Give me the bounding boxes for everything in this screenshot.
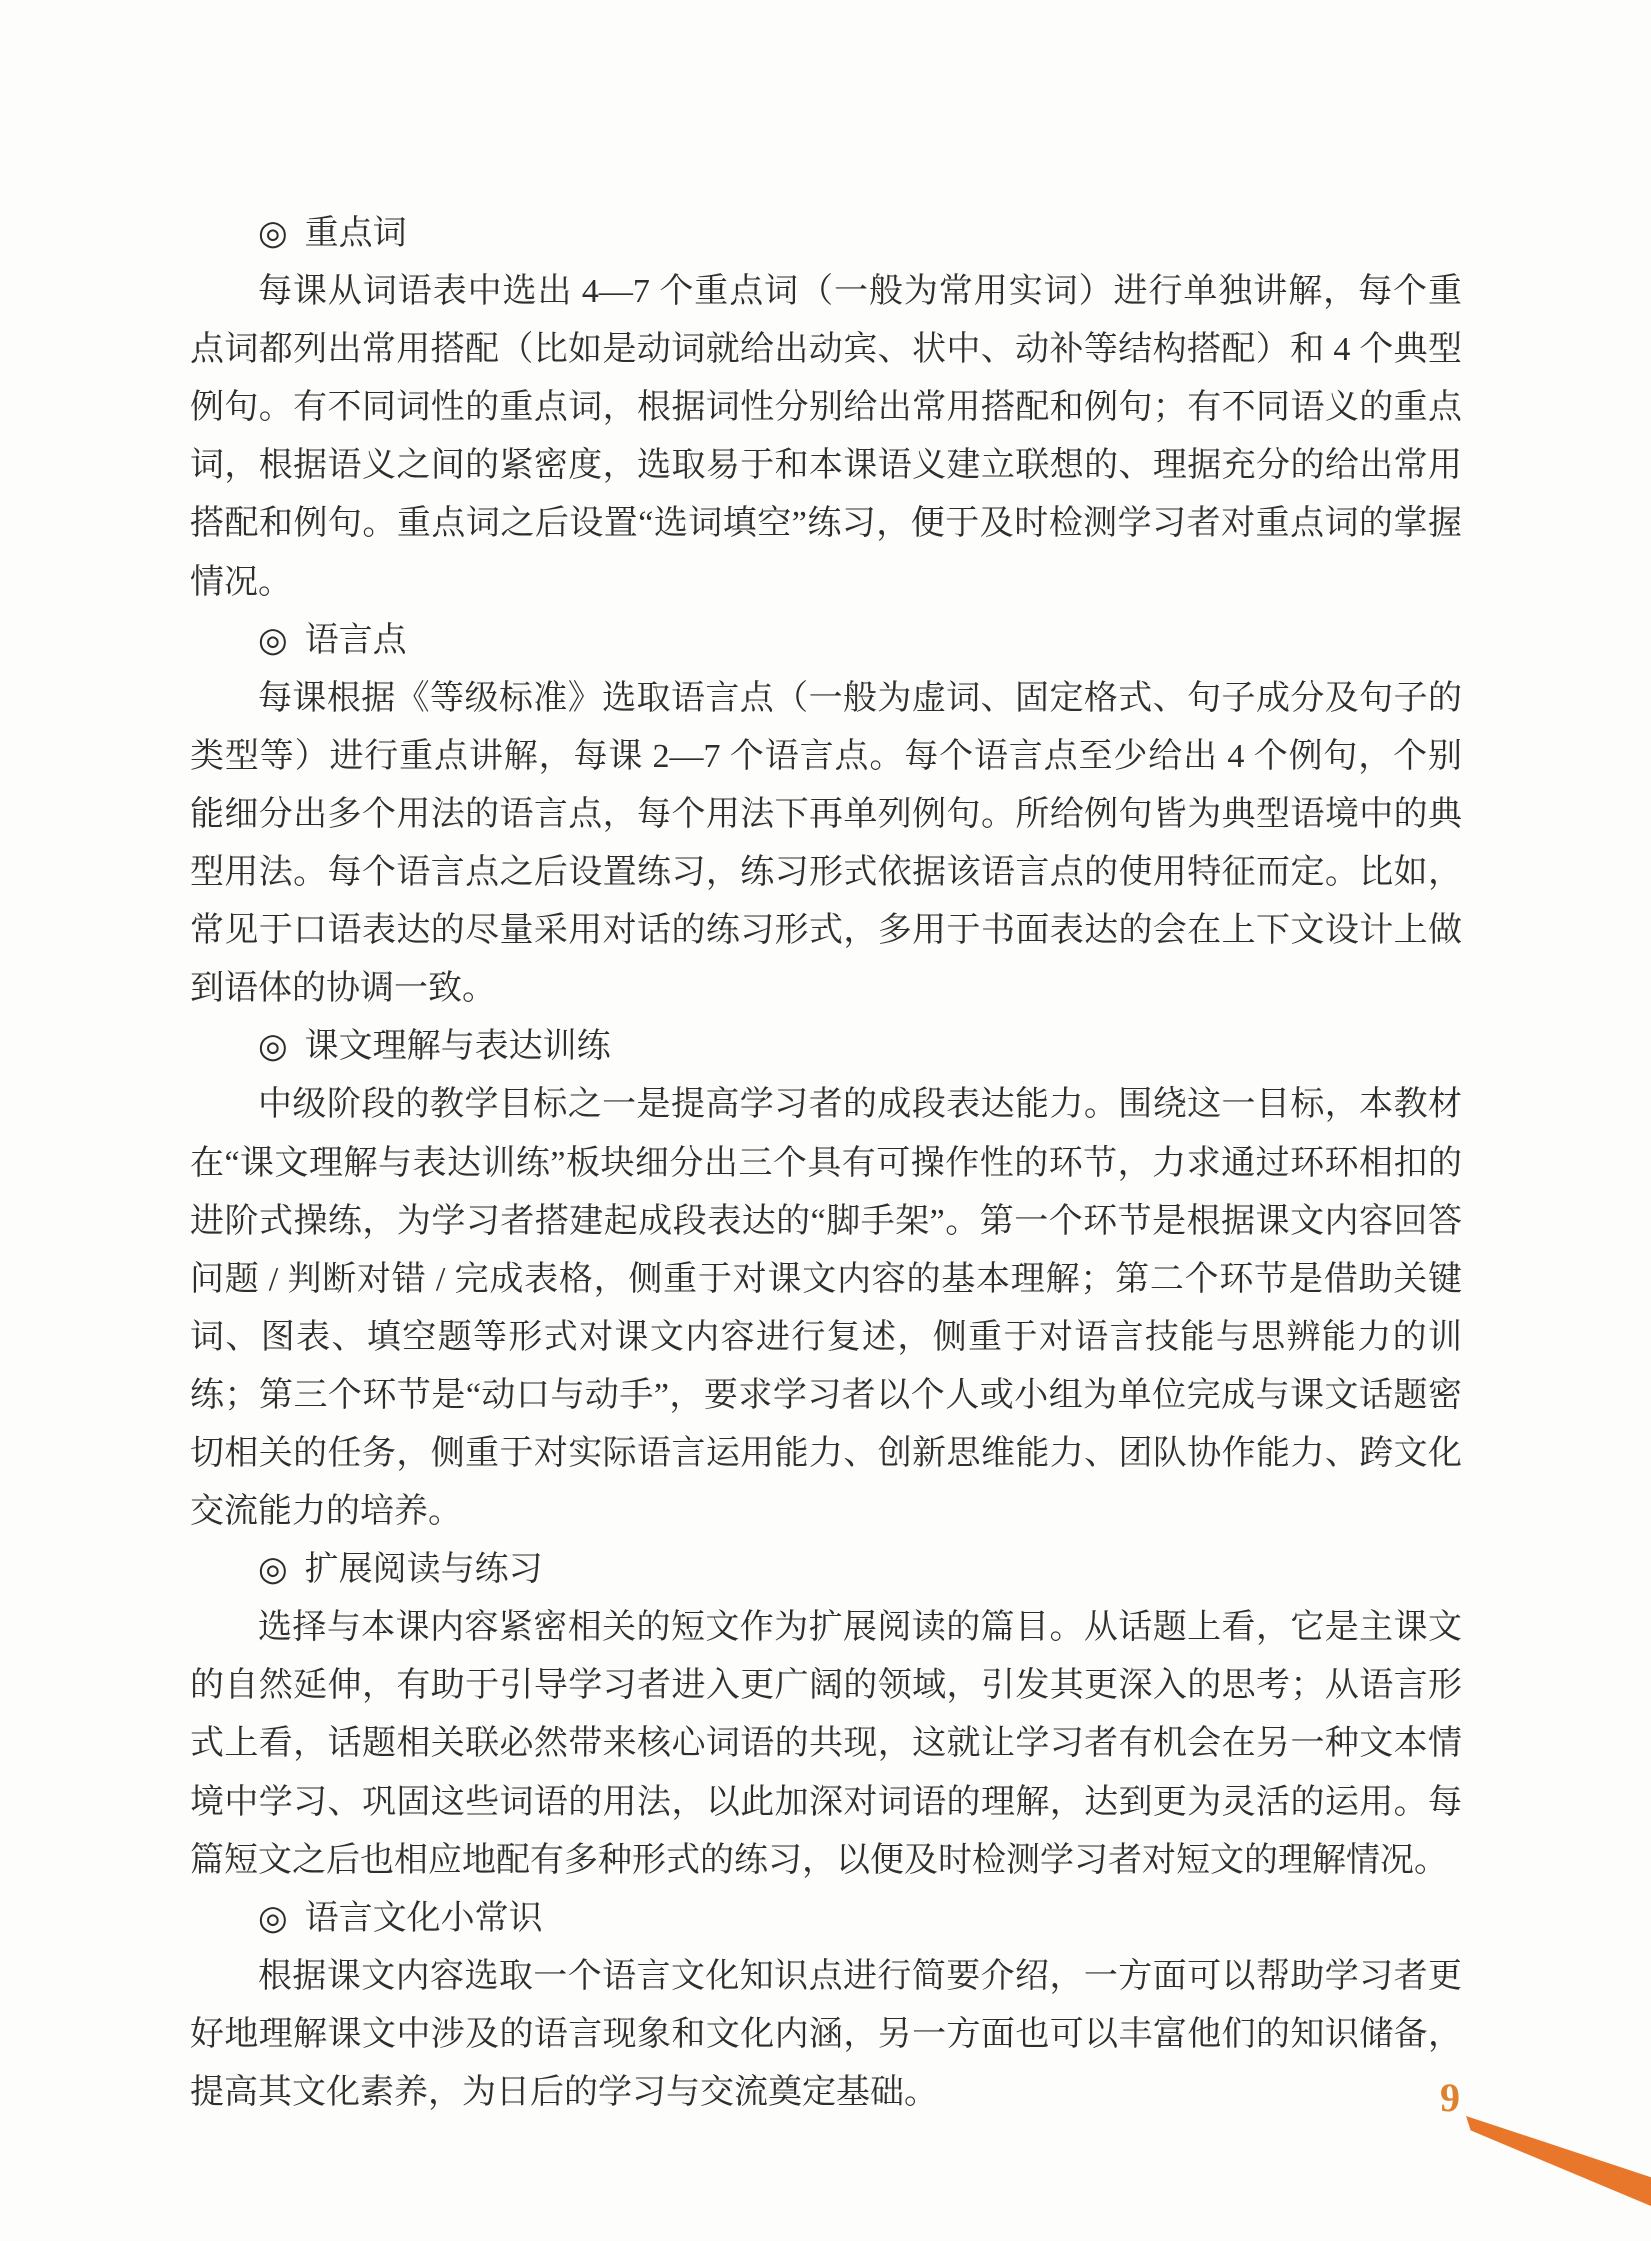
- section-title: 课文理解与表达训练: [304, 1028, 611, 1066]
- section-title: 扩展阅读与练习: [304, 1551, 543, 1589]
- paragraph: 中级阶段的教学目标之一是提高学习者的成段表达能力。围绕这一目标，本教材在“课文理解与表达训练”板块细分出三个具有可操作性的环节，力求通过环环相扣的进阶式操练，为学习者搭建起成段表达的“脚手架”。第一个环节是根据课文内容回答问题 / 判断对错 / 完成表格，侧重于对课文内容的基本理解；第二个环节是借助关键词、图表、填空题等形式对课文内容进行复述，侧重于对语言技能与思辨能力的训练；第三个环节是“动口与动手”，要求学习者以个人或小组为单位完成与课文话题密切相关的任务，侧重于对实际语言运用能力、创新思维能力、团队协作能力、跨文化交流能力的培养。: [190, 1086, 1462, 1531]
- section-header-keywords: [190, 205, 1462, 263]
- section-title: 语言点: [304, 621, 407, 659]
- section-header-comprehension-expression: [190, 1018, 1462, 1076]
- section-bullet-icon: ◎: [258, 215, 288, 252]
- section-header-language-culture-tips: [190, 1890, 1462, 1948]
- section-bullet-icon: ◎: [258, 621, 288, 659]
- page-content: [190, 205, 1462, 2122]
- paragraph: 每课根据《等级标准》选取语言点（一般为虚词、固定格式、句子成分及句子的类型等）进行重点讲解，每课 2—7 个语言点。每个语言点至少给出 4 个例句，个别能细分出多个用法的语言点，每个用法下再单列例句。所给例句皆为典型语境中的典型用法。每个语言点之后设置练习，练习形式依据该语言点的使用特征而定。比如，常见于口语表达的尽量采用对话的练习形式，多用于书面表达的会在上下文设计上做到语体的协调一致。: [190, 679, 1462, 1008]
- section-bullet-icon: ◎: [258, 1899, 288, 1937]
- section-header-language-points: [190, 612, 1462, 670]
- page-number: 9: [1440, 2075, 1460, 2120]
- paragraph: 选择与本课内容紧密相关的短文作为扩展阅读的篇目。从话题上看，它是主课文的自然延伸，有助于引导学习者进入更广阔的领域，引发其更深入的思考；从语言形式上看，话题相关联必然带来核心词语的共现，这就让学习者有机会在另一种文本情境中学习、巩固这些词语的用法，以此加深对词语的理解，达到更为灵活的运用。每篇短文之后也相应地配有多种形式的练习，以便及时检测学习者对短文的理解情况。: [190, 1609, 1462, 1879]
- paragraph: 根据课文内容选取一个语言文化知识点进行简要介绍，一方面可以帮助学习者更好地理解课文中涉及的语言现象和文化内涵，另一方面也可以丰富他们的知识储备，提高其文化素养，为日后的学习与交流奠定基础。: [190, 1957, 1462, 2111]
- section-bullet-icon: ◎: [258, 1551, 288, 1589]
- paragraph: 每课从词语表中选出 4—7 个重点词（一般为常用实词）进行单独讲解，每个重点词都列出常用搭配（比如是动词就给出动宾、状中、动补等结构搭配）和 4 个典型例句。有不同词性的重点词，根据词性分别给出常用搭配和例句；有不同语义的重点词，根据语义之间的紧密度，选取易于和本课语义建立联想的、理据充分的给出常用搭配和例句。重点词之后设置“选词填空”练习，便于及时检测学习者对重点词的掌握情况。: [190, 273, 1462, 601]
- section-title: 重点词: [304, 215, 407, 252]
- section-bullet-icon: ◎: [258, 1028, 288, 1066]
- section-header-extended-reading: [190, 1541, 1462, 1599]
- section-title: 语言文化小常识: [304, 1899, 543, 1937]
- corner-stripe-decoration: [1466, 2116, 1651, 2206]
